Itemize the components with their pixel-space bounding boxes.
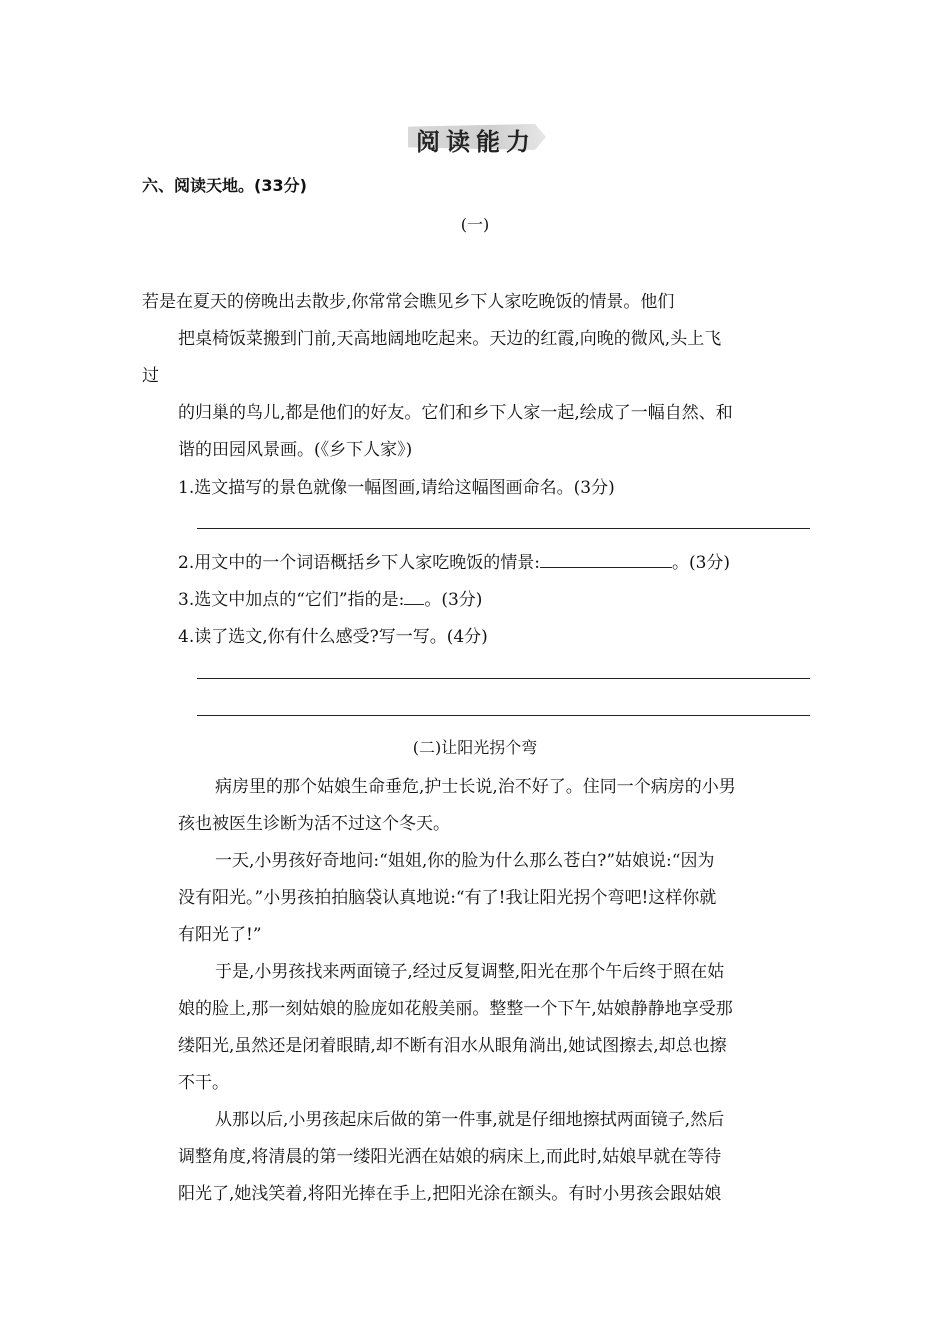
passage2-line: 缕阳光,虽然还是闭着眼睛,却不断有泪水从眼角淌出,她试图擦去,却总也擦 [178, 1036, 727, 1056]
question-4: 4.读了选文,你有什么感受?写一写。(4分) [178, 627, 488, 647]
question-4-answer-line-2[interactable] [197, 715, 810, 716]
passage1-line-2: 把桌椅饭菜搬到门前,天高地阔地吃起来。天边的红霞,向晚的微风,头上飞 [178, 329, 722, 349]
passage1-line-5: 谐的田园风景画。(《乡下人家》) [178, 440, 413, 460]
passage2-line: 病房里的那个姑娘生命垂危,护士长说,治不好了。住同一个病房的小男 [215, 777, 736, 797]
section-heading-banner [408, 120, 546, 154]
passage2-line: 于是,小男孩找来两面镜子,经过反复调整,阳光在那个午后终于照在姑 [215, 962, 725, 982]
passage2-line: 娘的脸上,那一刻姑娘的脸庞如花般美丽。整整一个下午,姑娘静静地享受那 [178, 999, 733, 1019]
passage1-line-3: 过 [142, 366, 159, 386]
question-3 [178, 585, 482, 610]
passage2-line: 孩也被医生诊断为活不过这个冬天。 [178, 814, 450, 834]
question-2-blank[interactable] [540, 549, 672, 568]
passage2-line: 从那以后,小男孩起床后做的第一件事,就是仔细地擦拭两面镜子,然后 [215, 1110, 725, 1130]
question-4-answer-line-1[interactable] [197, 678, 810, 679]
question-2 [178, 548, 730, 573]
question-3-score: 。(3分) [424, 590, 483, 610]
question-1: 1.选文描写的景色就像一幅图画,请给这幅图画命名。(3分) [178, 478, 615, 498]
passage2-line: 调整角度,将清晨的第一缕阳光洒在姑娘的病床上,而此时,姑娘早就在等待 [178, 1147, 722, 1167]
part1-title: (一) [460, 215, 490, 234]
passage2-line: 不干。 [178, 1073, 229, 1093]
question-3-blank[interactable] [404, 586, 424, 605]
part2-title: (二)让阳光拐个弯 [412, 738, 538, 757]
question-2-text: 2.用文中的一个词语概括乡下人家吃晚饭的情景: [178, 553, 540, 573]
section-title: 六、阅读天地。(33分) [142, 176, 307, 195]
passage2-line: 有阳光了!” [178, 925, 262, 945]
passage1-line-1: 若是在夏天的傍晚出去散步,你常常会瞧见乡下人家吃晚饭的情景。他们 [142, 292, 675, 312]
passage2-line: 阳光了,她浅笑着,将阳光捧在手上,把阳光涂在额头。有时小男孩会跟姑娘 [178, 1184, 722, 1204]
question-2-score: 。(3分) [671, 553, 731, 573]
page-heading: 阅读能力 [416, 128, 536, 156]
passage2-line: 没有阳光。”小男孩拍拍脑袋认真地说:“有了!我让阳光拐个弯吧!这样你就 [178, 888, 717, 908]
question-3-text: 3.选文中加点的“它们”指的是: [178, 590, 405, 610]
passage1-line-4: 的归巢的鸟儿,都是他们的好友。它们和乡下人家一起,绘成了一幅自然、和 [178, 403, 733, 423]
passage2-line: 一天,小男孩好奇地问:“姐姐,你的脸为什么那么苍白?”姑娘说:“因为 [215, 851, 715, 871]
question-1-answer-line[interactable] [197, 528, 810, 529]
